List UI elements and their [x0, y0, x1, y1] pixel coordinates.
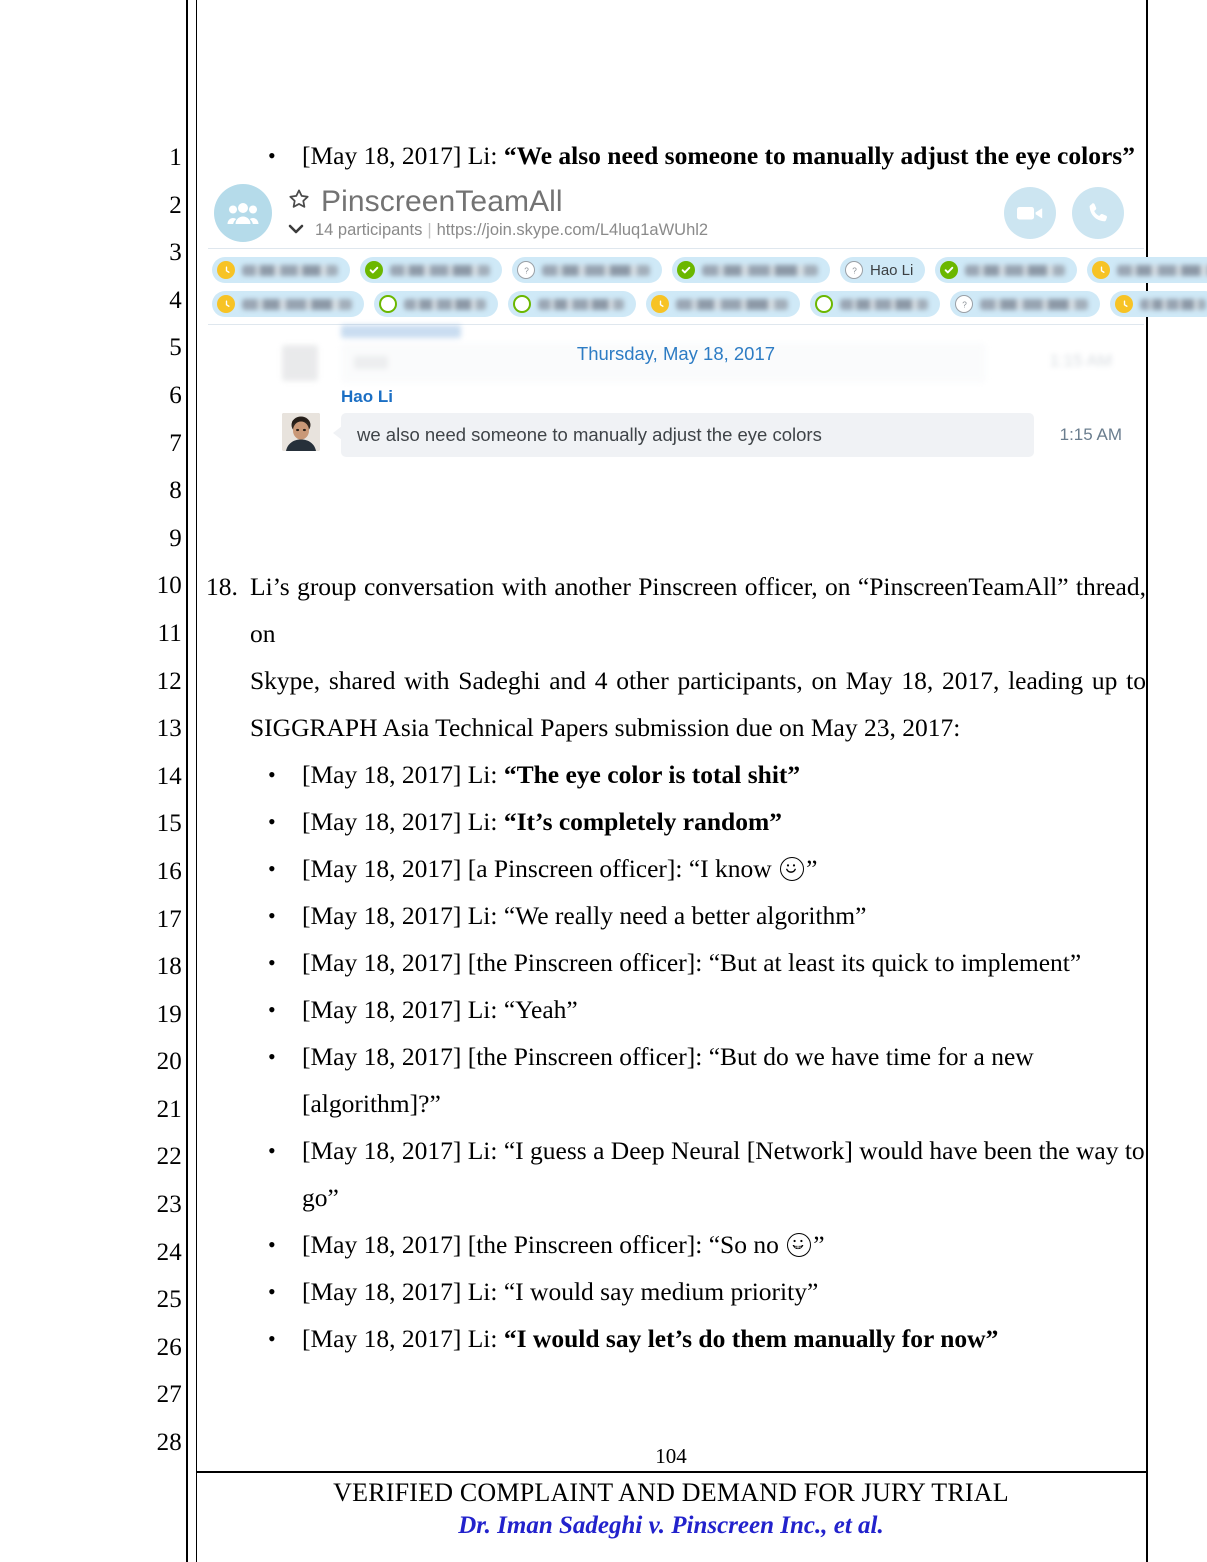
bullet-prefix: [May 18, 2017] Li: — [302, 901, 504, 930]
right-margin-rule — [1146, 0, 1148, 1562]
bullet-quote: “I would say let’s do them manually for now” — [503, 1324, 999, 1353]
paragraph-line-3: SIGGRAPH Asia Technical Papers submission due on May 23, 2017: — [250, 713, 961, 742]
participants-row-1 — [212, 257, 1140, 283]
paragraph-18 — [206, 563, 1146, 751]
bullet-quote: “Yeah” — [503, 995, 578, 1024]
bullet-prefix: [May 18, 2017] Li: — [302, 760, 504, 789]
join-link[interactable]: https://join.skype.com/L4luq1aWUhl2 — [436, 221, 709, 239]
line-number: 5 — [169, 334, 182, 362]
participant-chip[interactable] — [810, 291, 940, 317]
list-item — [206, 1033, 1146, 1127]
skype-screenshot — [206, 180, 1146, 467]
bullet-prefix: [May 18, 2017] [the Pinscreen officer]: — [302, 948, 709, 977]
message-sender-name: Hao Li — [341, 387, 393, 406]
paragraph-number: 18. — [206, 572, 238, 601]
line-number: 3 — [169, 239, 182, 267]
bullet-quote: “But do we have time for a new [algorithm]?” — [302, 1042, 1034, 1118]
participant-chip[interactable] — [508, 291, 636, 317]
page-footer — [196, 1444, 1146, 1542]
status-offline-icon — [379, 295, 397, 313]
ghost-sender-name — [341, 325, 461, 338]
line-number: 28 — [156, 1429, 182, 1457]
status-online-icon — [940, 261, 958, 279]
participant-name-redacted — [542, 265, 650, 276]
participant-chip[interactable] — [1087, 257, 1207, 283]
line-number: 11 — [157, 619, 182, 647]
group-people-icon — [214, 184, 272, 242]
status-offline-icon — [815, 295, 833, 313]
status-away-icon — [217, 295, 235, 313]
grin-emoji-icon — [787, 1233, 811, 1257]
line-number: 1 — [169, 144, 182, 171]
bullet-quote: “But at least its quick to implement” — [708, 948, 1082, 977]
status-away-icon — [1092, 261, 1110, 279]
participant-name-redacted — [1117, 265, 1207, 276]
status-unknown-icon — [517, 261, 535, 279]
status-offline-icon — [513, 295, 531, 313]
participant-name-redacted — [404, 299, 486, 310]
participant-name-redacted — [242, 299, 352, 310]
bullet-quote: “We also need someone to manually adjust the eye colors” — [503, 141, 1135, 170]
message-timestamp: 1:15 AM — [1059, 425, 1122, 444]
line-number: 10 — [156, 572, 182, 600]
list-item — [206, 798, 1146, 845]
line-number: 16 — [156, 857, 182, 885]
conversation-subtitle — [315, 221, 708, 240]
participant-name-redacted — [1140, 299, 1206, 310]
participants-count: 14 participants — [315, 221, 423, 239]
svg-text:?: ? — [851, 265, 857, 275]
line-number: 23 — [156, 1191, 182, 1219]
bullet-quote: “I guess a Deep Neural [Network] would have been the way to go” — [302, 1136, 1145, 1212]
skype-conversation-header — [206, 180, 1146, 248]
participant-name: Hao Li — [870, 261, 914, 279]
line-number: 6 — [169, 381, 182, 409]
line-number: 4 — [169, 286, 182, 314]
paragraph-line-1: Li’s group conversation with another Pinscreen officer, on “PinscreenTeamAll” thread, on — [250, 572, 1146, 648]
participant-chip[interactable] — [646, 291, 800, 317]
list-item — [206, 1268, 1146, 1315]
line-number: 18 — [156, 953, 182, 981]
participant-name-redacted — [840, 299, 928, 310]
list-item — [206, 845, 1146, 892]
bullet-quote: “So no — [708, 1230, 786, 1259]
quote-bullet-list — [206, 751, 1146, 1362]
bullet-quote: “I would say medium priority” — [503, 1277, 819, 1306]
message-bubble: we also need someone to manually adjust the eye colors — [341, 413, 1034, 457]
paragraph-body — [250, 563, 1146, 751]
bullet-prefix: [May 18, 2017] [the Pinscreen officer]: — [302, 1230, 709, 1259]
line-number: 22 — [156, 1143, 182, 1171]
line-number: 21 — [156, 1095, 182, 1123]
status-away-icon — [651, 295, 669, 313]
participant-chip[interactable] — [512, 257, 662, 283]
bullet-quote-tail: ” — [806, 854, 818, 883]
status-unknown-icon — [955, 295, 973, 313]
line-number: 7 — [169, 429, 182, 457]
list-item — [206, 1127, 1146, 1221]
participant-chip[interactable] — [950, 291, 1100, 317]
bullet-prefix: [May 18, 2017] Li: — [302, 995, 504, 1024]
smiley-emoji-icon — [780, 857, 804, 881]
line-number: 13 — [156, 715, 182, 743]
line-number: 25 — [156, 1286, 182, 1314]
bullet-prefix: [May 18, 2017] [a Pinscreen officer]: — [302, 854, 689, 883]
line-number-column — [140, 134, 182, 1467]
bullet-quote: “The eye color is total shit” — [503, 760, 801, 789]
participant-chip[interactable] — [212, 257, 350, 283]
line-number: 9 — [169, 524, 182, 552]
status-away-icon — [1115, 295, 1133, 313]
list-item — [206, 1315, 1146, 1362]
line-number: 2 — [169, 191, 182, 219]
subtitle-separator: | — [427, 221, 432, 239]
left-margin-rule-inner — [196, 0, 197, 1562]
chevron-down-icon[interactable] — [288, 222, 304, 240]
participant-name-redacted — [980, 299, 1088, 310]
participant-name-redacted — [242, 265, 338, 276]
bullet-prefix: [May 18, 2017] Li: — [302, 807, 504, 836]
conversation-title: PinscreenTeamAll — [321, 184, 563, 218]
line-number: 27 — [156, 1381, 182, 1409]
left-margin-rule-outer — [186, 0, 188, 1562]
participant-chip[interactable] — [360, 257, 502, 283]
phone-icon[interactable] — [1072, 187, 1124, 239]
participant-chip[interactable] — [840, 257, 925, 283]
bullet-quote: “We really need a better algorithm” — [503, 901, 867, 930]
status-away-icon — [217, 261, 235, 279]
footer-case-name: Dr. Iman Sadeghi v. Pinscreen Inc., et al. — [458, 1512, 884, 1539]
top-bullet-list — [206, 132, 1146, 179]
status-online-icon — [365, 261, 383, 279]
line-number: 12 — [156, 667, 182, 695]
video-camera-icon[interactable] — [1004, 187, 1056, 239]
footer-title: VERIFIED COMPLAINT AND DEMAND FOR JURY TRIAL — [333, 1478, 1009, 1507]
bullet-prefix: [May 18, 2017] Li: — [302, 1136, 504, 1165]
bullet-prefix: [May 18, 2017] [the Pinscreen officer]: — [302, 1042, 709, 1071]
document-content — [206, 132, 1146, 1362]
participant-name-redacted — [538, 299, 624, 310]
participants-row-2 — [212, 291, 1140, 317]
bullet-prefix: [May 18, 2017] Li: — [302, 141, 504, 170]
line-number: 14 — [156, 762, 182, 790]
line-number: 26 — [156, 1333, 182, 1361]
avatar — [282, 413, 320, 451]
participant-name-redacted — [676, 299, 788, 310]
participant-chip[interactable] — [374, 291, 498, 317]
line-number: 8 — [169, 477, 182, 505]
ghost-timestamp: 1:15 AM — [1049, 351, 1112, 370]
participant-chip[interactable] — [212, 291, 364, 317]
participant-chip[interactable] — [672, 257, 830, 283]
svg-text:?: ? — [523, 265, 529, 275]
svg-text:?: ? — [961, 299, 967, 309]
skype-title-block — [272, 185, 1004, 242]
bullet-quote-tail: ” — [813, 1230, 825, 1259]
bullet-quote: “It’s completely random” — [503, 807, 782, 836]
list-item — [206, 892, 1146, 939]
list-item — [206, 132, 1146, 179]
page-number: 104 — [655, 1444, 687, 1468]
list-item — [206, 751, 1146, 798]
line-number: 20 — [156, 1048, 182, 1076]
date-separator: Thursday, May 18, 2017 — [576, 343, 776, 364]
paragraph-line-2: Skype, shared with Sadeghi and 4 other participants, on May 18, 2017, leading up to — [250, 666, 1146, 695]
line-number: 19 — [156, 1000, 182, 1028]
footer-rule — [196, 1471, 1146, 1473]
participant-name-redacted — [965, 265, 1065, 276]
participant-chip[interactable] — [1110, 291, 1207, 317]
participant-name-redacted — [390, 265, 490, 276]
list-item — [206, 939, 1146, 986]
message-hao-li — [206, 387, 1146, 457]
bullet-quote: “I know — [688, 854, 779, 883]
line-number: 17 — [156, 905, 182, 933]
star-icon[interactable] — [288, 188, 310, 215]
bullet-prefix: [May 18, 2017] Li: — [302, 1277, 504, 1306]
participant-chip[interactable] — [935, 257, 1077, 283]
skype-header-actions — [1004, 187, 1132, 239]
skype-message-list — [206, 325, 1146, 467]
line-number: 15 — [156, 810, 182, 838]
list-item — [206, 1221, 1146, 1268]
list-item — [206, 986, 1146, 1033]
status-unknown-icon — [845, 261, 863, 279]
line-number: 24 — [156, 1238, 182, 1266]
participant-name-redacted — [702, 265, 818, 276]
status-online-icon — [677, 261, 695, 279]
participants-chip-area — [206, 249, 1146, 324]
bullet-prefix: [May 18, 2017] Li: — [302, 1324, 504, 1353]
